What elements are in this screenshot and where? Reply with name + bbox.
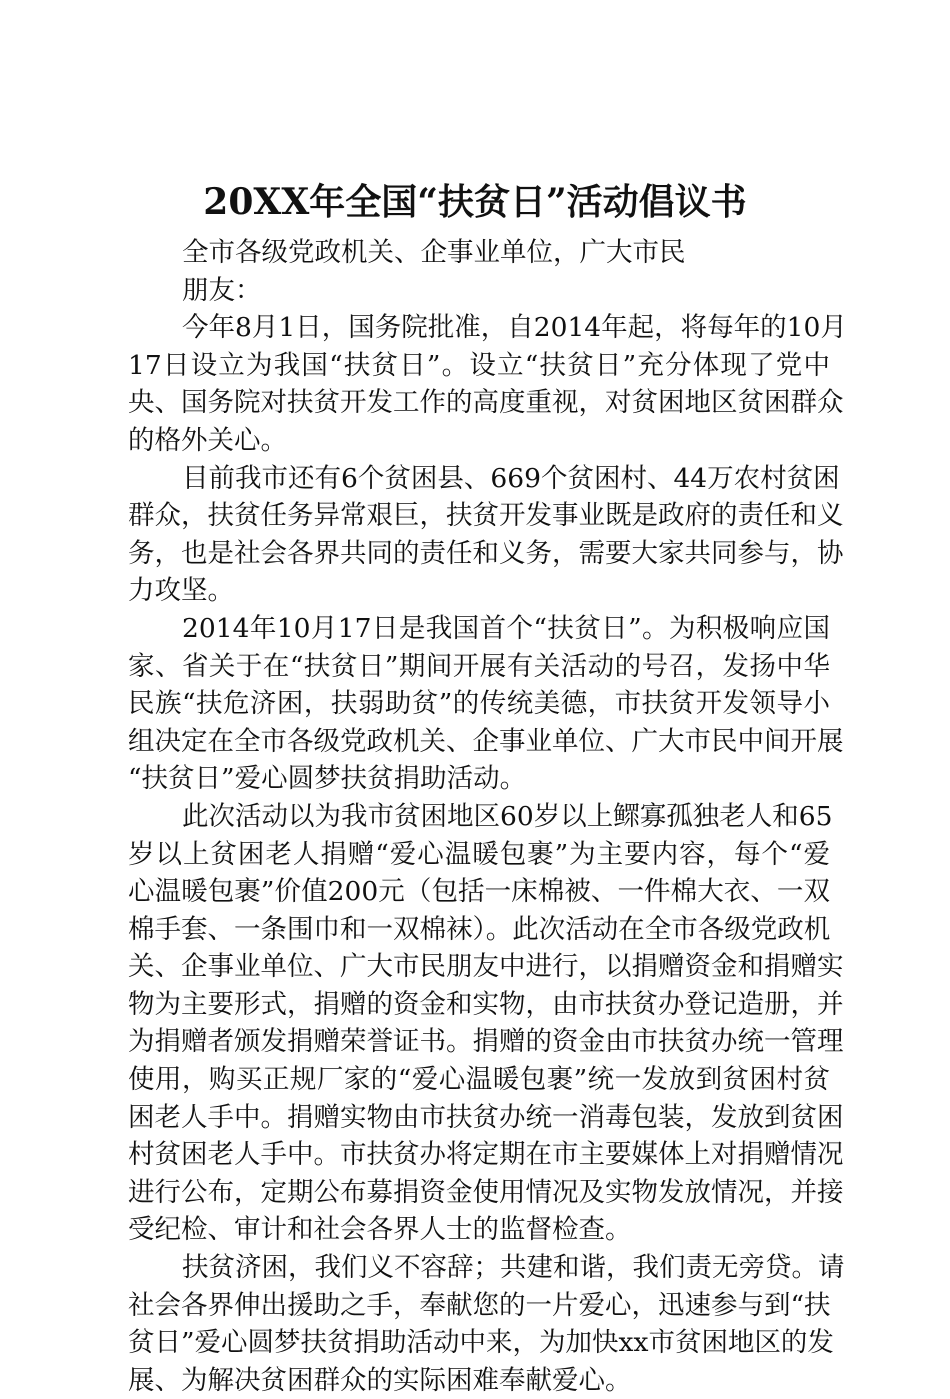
paragraph-line: 家、省关于在“扶贫日”期间开展有关活动的号召，发扬中华 <box>128 650 830 682</box>
paragraph-line: 进行公布，定期公布募捐资金使用情况及实物发放情况，并接 <box>128 1176 844 1208</box>
document-body <box>128 234 847 1399</box>
paragraph-4 <box>128 798 844 1249</box>
paragraph-2 <box>128 460 844 610</box>
paragraph-line: 社会各界伸出援助之手，奉献您的一片爱心，迅速参与到“扶 <box>128 1289 831 1321</box>
paragraph-line: 群众，扶贫任务异常艰巨，扶贫开发事业既是政府的责任和义 <box>128 500 844 532</box>
paragraph-line: 村贫困老人手中。市扶贫办将定期在市主要媒体上对捐赠情况 <box>128 1139 844 1171</box>
paragraph-line: 力攻坚。 <box>128 575 234 607</box>
paragraph-line: 岁以上贫困老人捐赠“爱心温暖包裹”为主要内容，每个“爱 <box>128 838 830 870</box>
paragraph-line: 务，也是社会各界共同的责任和义务，需要大家共同参与，协 <box>128 537 844 569</box>
paragraph-line: 民族“扶危济困，扶弱助贫”的传统美德，市扶贫开发领导小 <box>128 688 830 720</box>
paragraph-1 <box>128 309 847 459</box>
paragraph-line: 此次活动以为我市贫困地区60岁以上鳏寡孤独老人和65 <box>182 800 833 832</box>
paragraph-3 <box>128 610 844 798</box>
paragraph-line: 心温暖包裹”价值200元（包括一床棉被、一件棉大衣、一双 <box>128 876 830 908</box>
paragraph-line: 受纪检、审计和社会各界人士的监督检查。 <box>128 1214 632 1246</box>
paragraph-line: 2014年10月17日是我国首个“扶贫日”。为积极响应国 <box>182 612 830 644</box>
paragraph-line: 扶贫济困，我们义不容辞；共建和谐，我们责无旁贷。请 <box>182 1252 845 1284</box>
salutation-line-1: 全市各级党政机关、企事业单位，广大市民 <box>182 237 686 268</box>
paragraph-line: 央、国务院对扶贫开发工作的高度重视，对贫困地区贫困群众 <box>128 387 844 419</box>
paragraph-line: 目前我市还有6个贫困县、669个贫困村、44万农村贫困 <box>182 462 840 494</box>
document-title: 20XX年全国“扶贫日”活动倡议书 <box>203 181 747 223</box>
paragraph-5 <box>128 1249 845 1399</box>
paragraph-line: 组决定在全市各级党政机关、企事业单位、广大市民中间开展 <box>128 725 844 757</box>
paragraph-line: 今年8月1日，国务院批准，自2014年起，将每年的10月 <box>182 312 847 344</box>
paragraph-line: 棉手套、一条围巾和一双棉袜）。此次活动在全市各级党政机 <box>128 913 831 945</box>
paragraph-line: 贫日”爱心圆梦扶贫捐助活动中来，为加快xx市贫困地区的发 <box>128 1327 834 1359</box>
salutation-line-2: 朋友： <box>182 274 262 306</box>
paragraph-line: 展、为解决贫困群众的实际困难奉献爱心。 <box>128 1364 632 1396</box>
paragraph-line: 为捐赠者颁发捐赠荣誉证书。捐赠的资金由市扶贫办统一管理 <box>128 1026 844 1058</box>
paragraph-line: 的格外关心。 <box>128 424 287 456</box>
paragraph-line: “扶贫日”爱心圆梦扶贫捐助活动。 <box>128 763 527 795</box>
paragraph-line: 17日设立为我国“扶贫日”。设立“扶贫日”充分体现了党中 <box>128 349 830 381</box>
paragraph-line: 物为主要形式，捐赠的资金和实物，由市扶贫办登记造册，并 <box>128 988 844 1020</box>
paragraph-line: 困老人手中。捐赠实物由市扶贫办统一消毒包装，发放到贫困 <box>128 1101 844 1133</box>
paragraph-line: 关、企事业单位、广大市民朋友中进行，以捐赠资金和捐赠实 <box>128 951 844 983</box>
paragraph-line: 使用，购买正规厂家的“爱心温暖包裹”统一发放到贫困村贫 <box>128 1064 830 1096</box>
